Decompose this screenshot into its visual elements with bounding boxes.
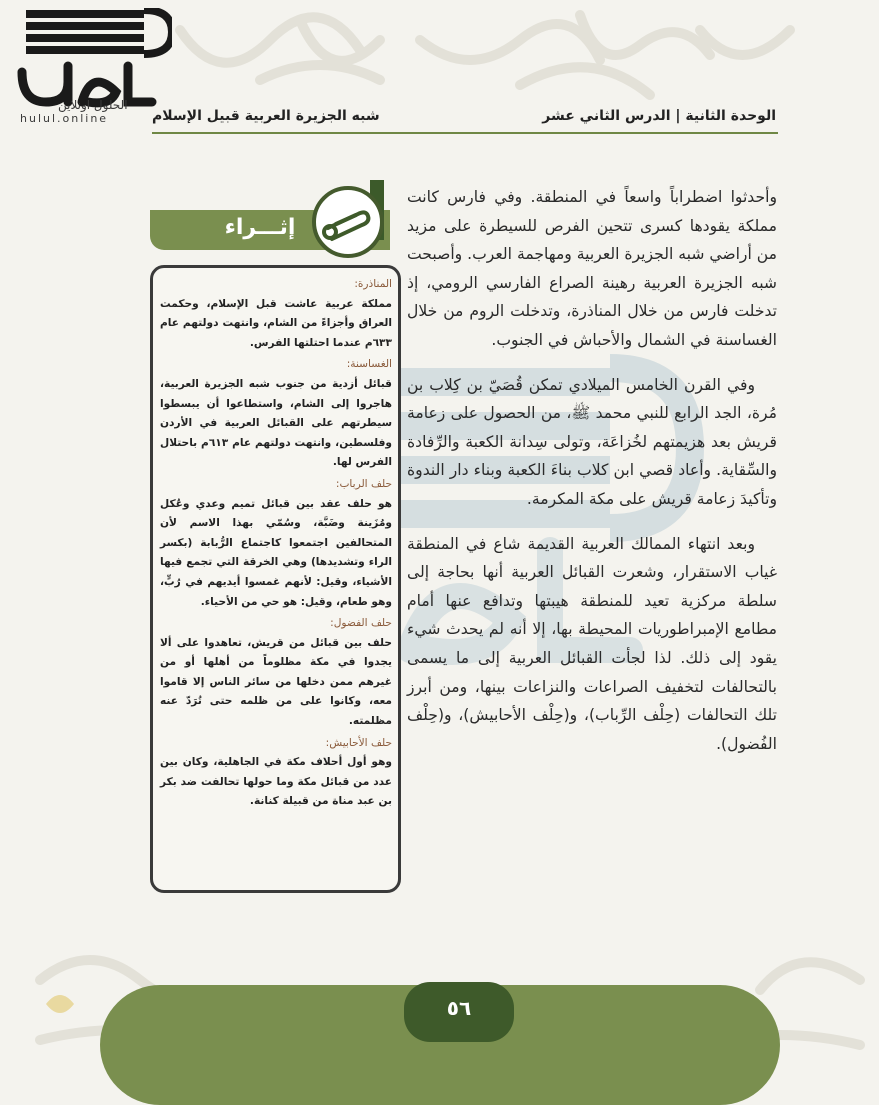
enrichment-badge — [312, 186, 384, 258]
glossary-term: حلف الفضول: — [330, 617, 392, 630]
scroll-icon — [316, 190, 380, 254]
corner-ornament-icon — [40, 984, 80, 1024]
glossary-term: حلف الأحابيش: — [325, 736, 392, 749]
paragraph: وأحدثوا اضطراباً واسعاً في المنطقة. وفي فارس كانت مملكة يقودها كسرى تتحين الفرص للسيطرة على مزيد من أراضي شبه الجزيرة العربية ومهاجمة العرب. وأصبحت شبه الجزيرة العربية رهينة الصراع الفارسي الرومي، إذ تدخلت فارس من خلال المناذرة، وتدخلت الروم من خلال الغساسنة في الشمال والأحباش في الجنوب. — [407, 188, 777, 349]
glossary-term: المناذرة: — [354, 278, 392, 290]
glossary-definition: مملكة عربية عاشت قبل الإسلام، وحكمت العراق وأجزاءً من الشام، وانتهت دولتهم عام ٦٣٣م عندما احتلتها الفرس. — [160, 297, 392, 349]
page-number: ٥٦ — [446, 996, 472, 1020]
paragraph: وفي القرن الخامس الميلادي تمكن قُصَيّ بن كِلاب بن مُرة، الجد الرابع للنبي محمد ﷺ، من الحصول على زعامة قريش بعد هزيمتهم لخُزاعَة، وتولى سِدانة الكعبة والرِّفادة والسِّقاية. وأعاد قصي ابن كلاب بناءَ الكعبة وبناء دار الندوة وتأكيدَ زعامة قريش على مكة المكرمة. — [407, 375, 777, 508]
logo-tagline: الحلول اونلاين — [58, 98, 128, 112]
glossary-definition: هو حلف عقد بين قبائل تميم وعدي وعُكل ومُزَينة وضَبَّة، وسُمّي بهذا الاسم لأن المتحالفين اجتمعوا كاجتماع الرُّبابة (بكسر الراء وتشديدها) وهي الخرقة التي تجمع فيها الأشياء، وقيل: لأنهم غمسوا أيديهم في رُبٍّ، وهو طعام، وقيل: هو حي من الأحياء. — [160, 497, 392, 608]
chapter-title: شبه الجزيرة العربية قبيل الإسلام — [152, 108, 380, 124]
glossary-term: حلف الرباب: — [335, 477, 392, 490]
enrichment-content — [160, 275, 392, 814]
glossary-definition: حلف بين قبائل من قريش، تعاهدوا على ألا يجدوا في مكة مظلوماً من أهلها أو من غيرهم ممن دخلها من سائر الناس إلا قاموا معه، وكانوا على من ظلمه حتى تُرَدّ عنه مظلمته. — [160, 636, 392, 728]
unit-lesson-label: الوحدة الثانية | الدرس الثاني عشر — [542, 108, 776, 124]
glossary-definition: وهو أول أحلاف مكة في الجاهلية، وكان بين عدد من قبائل مكة وما حولها تحالفت ضد بكر بن عبد مناة من قبيلة كنانة. — [160, 756, 392, 808]
lesson-body — [407, 183, 777, 774]
header-divider — [152, 132, 778, 134]
paragraph: وبعد انتهاء الممالك العربية القديمة شاع في المنطقة غياب الاستقرار، وشعرت القبائل العربية أنها بحاجة إلى سلطة مركزية تعيد للمنطقة هيبتها وتدافع عنها أمام مطامع الإمبراطوريات المحيطة بها، إلا أنه لم يحدث شيء يقود إلى ذلك. لذا لجأت القبائل العربية إلى ما يسمى بالتحالفات لتخفيف الصراعات والنزاعات بينها، ومن أبرز تلك التحالفات (حِلْف الرِّباب)، و(حِلْف الأحابيش)، و(حِلْف الفُضول). — [407, 534, 777, 753]
enrichment-title: إثـــراء — [224, 215, 296, 240]
glossary-definition: قبائل أزدية من جنوب شبه الجزيرة العربية، هاجروا إلى الشام، واستطاعوا أن يبسطوا سيطرتهم على القبائل العربية في الأردن وفلسطين، وانتهت دولتهم عام ٦١٣م باحتلال الفرس لها. — [160, 377, 392, 469]
logo-domain: hulul.online — [20, 112, 109, 125]
glossary-term: الغساسنة: — [346, 358, 392, 371]
